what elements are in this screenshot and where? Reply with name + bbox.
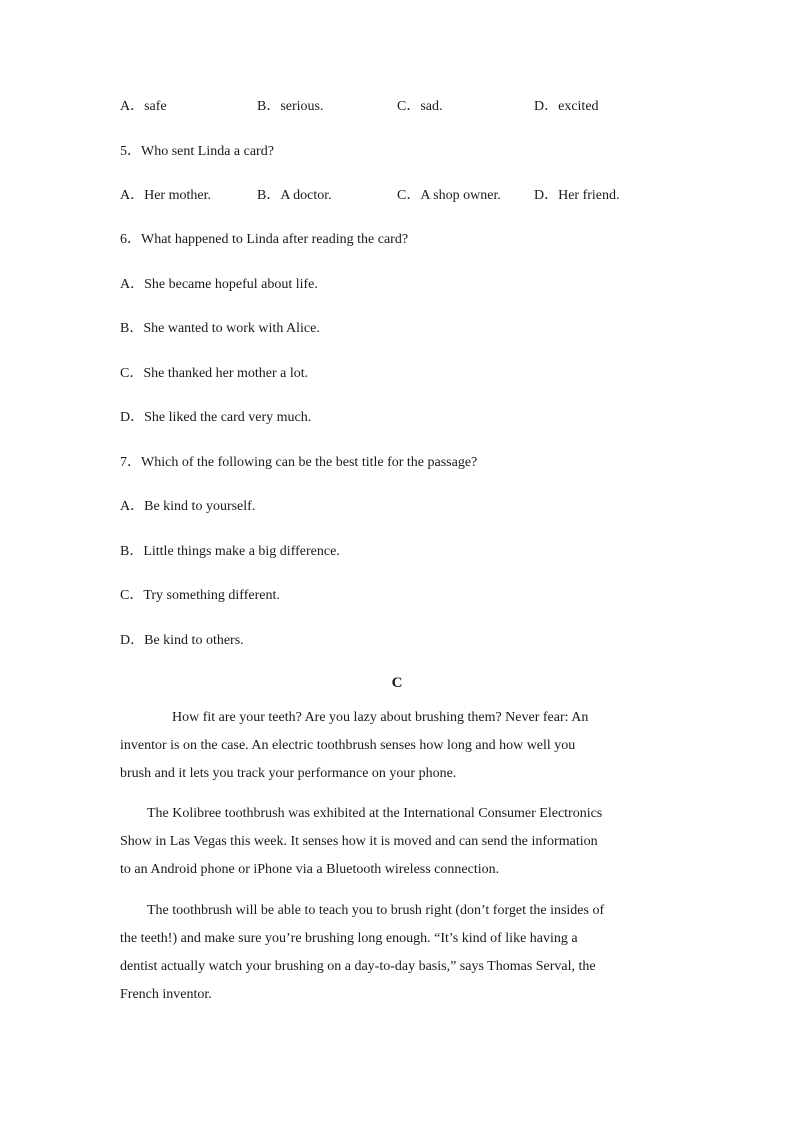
paragraph-line: inventor is on the case. An electric toothbrush senses how long and how well you [120, 738, 576, 753]
q7-option-c: C．Try something different. [120, 588, 280, 603]
q5-option-c: C．A shop owner. [397, 188, 501, 203]
paragraph-line: brush and it lets you track your performance on your phone. [120, 766, 457, 781]
q6-option-a: A．She became hopeful about life. [120, 277, 318, 292]
q7-option-d: D．Be kind to others. [120, 633, 244, 648]
paragraph-line: to an Android phone or iPhone via a Bluetooth wireless connection. [120, 862, 500, 877]
q6-option-d: D．She liked the card very much. [120, 410, 312, 425]
paragraph-2 [120, 800, 675, 884]
paragraph-line: The Kolibree toothbrush was exhibited at the International Consumer Electronics [147, 806, 603, 821]
q4-option-a: A．safe [120, 99, 167, 114]
q4-option-c: C．sad. [397, 99, 443, 114]
q5-option-a: A．Her mother. [120, 188, 211, 203]
q5-option-b: B．A doctor. [257, 188, 332, 203]
paragraph-line: How fit are your teeth? Are you lazy about brushing them? Never fear: An [172, 710, 589, 725]
q5-option-d: D．Her friend. [534, 188, 620, 203]
q7-option-a: A．Be kind to yourself. [120, 499, 256, 514]
q7-question: 7．Which of the following can be the best title for the passage? [120, 455, 478, 470]
section-heading: C [391, 675, 403, 691]
paragraph-line: French inventor. [120, 987, 212, 1002]
paragraph-line: dentist actually watch your brushing on a day-to-day basis,” says Thomas Serval, the [120, 959, 596, 974]
q7-option-b: B．Little things make a big difference. [120, 544, 340, 559]
paragraph-1 [120, 704, 675, 788]
q6-question: 6．What happened to Linda after reading the card? [120, 232, 409, 247]
q6-option-b: B．She wanted to work with Alice. [120, 321, 320, 336]
q4-option-b: B．serious. [257, 99, 324, 114]
q4-option-d: D．excited [534, 99, 599, 114]
paragraph-line: the teeth!) and make sure you’re brushing long enough. “It’s kind of like having a [120, 931, 578, 946]
paragraph-3 [120, 897, 675, 1009]
paragraph-line: Show in Las Vegas this week. It senses how it is moved and can send the information [120, 834, 598, 849]
paragraph-line: The toothbrush will be able to teach you to brush right (don’t forget the insides of [147, 903, 605, 918]
q6-option-c: C．She thanked her mother a lot. [120, 366, 309, 381]
q5-question: 5．Who sent Linda a card? [120, 144, 274, 159]
